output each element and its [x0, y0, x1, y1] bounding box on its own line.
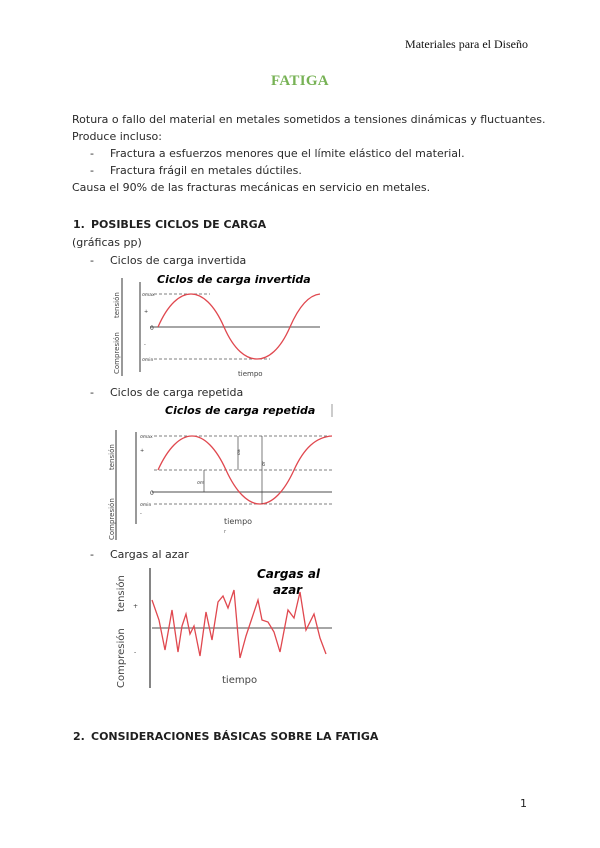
xlabel-time: tiempo — [224, 517, 253, 526]
ylabel-tension: tensión — [113, 292, 121, 318]
sm-label: σm — [197, 481, 205, 486]
ylabel-compression: Compresión — [108, 498, 116, 540]
plus-sign: + — [140, 448, 145, 454]
figure-1-title: Ciclos de carga invertida — [157, 273, 311, 286]
cycle-item-2-label: Ciclos de carga repetida — [110, 386, 244, 399]
cycle-item-1-label: Ciclos de carga invertida — [110, 254, 247, 267]
bullet-dash: - — [90, 254, 94, 267]
ylabel-compression: Compresión — [113, 332, 121, 374]
zero-label: 0 — [150, 325, 154, 332]
sa-label: σa — [237, 449, 242, 455]
plus-sign: + — [133, 603, 139, 610]
plus-sign: + — [144, 309, 149, 315]
sr-label: σr — [262, 461, 267, 466]
section-2-heading: CONSIDERACIONES BÁSICAS SOBRE LA FATIGA — [91, 730, 379, 743]
minus-sign: - — [134, 649, 137, 656]
figure-2-title: Ciclos de carga repetida — [165, 404, 316, 417]
section-1-number: 1. — [73, 218, 85, 231]
figure-random-loads — [110, 562, 335, 692]
intro-bullet-1: Fractura a esfuerzos menores que el límite elástico del material. — [110, 147, 465, 160]
figure-3-title-line-1: Cargas al — [257, 567, 321, 581]
running-header: Materiales para el Diseño — [405, 37, 528, 51]
random-load-curve — [152, 590, 326, 658]
smin-label: σmin — [142, 358, 154, 363]
intro-line-1: Rotura o fallo del material en metales sometidos a tensiones dinámicas y fluctuantes. — [72, 113, 546, 126]
intro-bullet-2: Fractura frágil en metales dúctiles. — [110, 164, 302, 177]
intro-line-2: Produce incluso: — [72, 130, 162, 143]
page-title: FATIGA — [271, 73, 329, 89]
bullet-dash: - — [90, 386, 94, 399]
smax-label: σmax — [142, 293, 155, 298]
bullet-dash: - — [90, 164, 94, 177]
smax-label: σmax — [140, 435, 153, 440]
intro-line-3: Causa el 90% de las fracturas mecánicas en servicio en metales. — [72, 181, 431, 194]
section-1-note: (gráficas pp) — [72, 236, 142, 249]
bullet-dash: - — [90, 548, 94, 561]
ylabel-tension: tensión — [108, 444, 116, 470]
ylabel-tension: tensión — [116, 575, 127, 612]
section-2-number: 2. — [73, 730, 85, 743]
xlabel-time: tiempo — [222, 675, 258, 686]
ylabel-compression: Compresión — [116, 628, 127, 688]
xlabel-time: tiempo — [238, 370, 263, 378]
r-marker: r — [224, 529, 227, 535]
figure-repeated-cycles — [110, 400, 335, 542]
bullet-dash: - — [90, 147, 94, 160]
minus-sign: - — [140, 511, 142, 517]
figure-reversed-cycles — [110, 268, 325, 380]
zero-label: 0 — [150, 490, 154, 497]
page-number: 1 — [520, 797, 527, 810]
smin-label: σmin — [140, 503, 152, 508]
figure-3-title-line-2: azar — [273, 583, 303, 597]
cycle-item-3-label: Cargas al azar — [110, 548, 189, 561]
minus-sign: - — [144, 342, 146, 348]
section-1-heading: POSIBLES CICLOS DE CARGA — [91, 218, 267, 231]
